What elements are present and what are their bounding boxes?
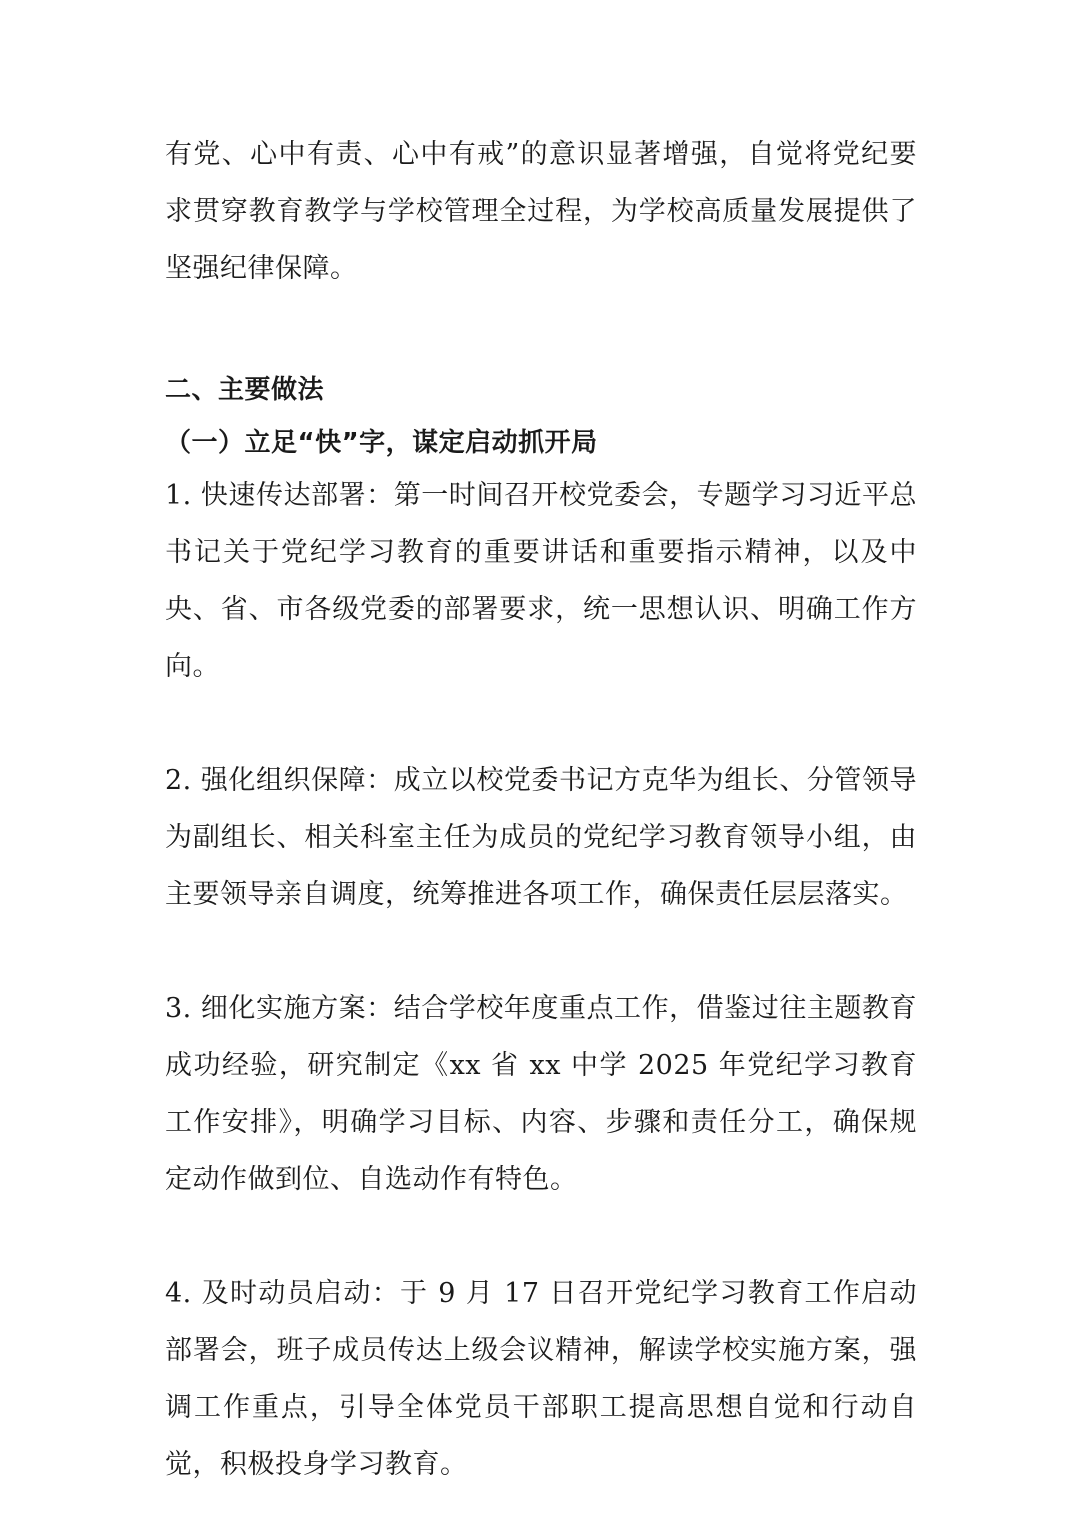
list-item-2: 2. 强化组织保障：成立以校党委书记方克华为组长、分管领导为副组长、相关科室主任为成员的党纪学习教育领导小组，由主要领导亲自调度，统筹推进各项工作，确保责任层层落实。 <box>165 765 917 910</box>
intro-paragraph: 有党、心中有责、心中有戒”的意识显著增强，自觉将党纪要求贯穿教育教学与学校管理全过程，为学校高质量发展提供了坚强纪律保障。 <box>165 139 917 284</box>
list-item-1: 1. 快速传达部署：第一时间召开校党委会，专题学习习近平总书记关于党纪学习教育的重要讲话和重要指示精神，以及中央、省、市各级党委的部署要求，统一思想认识、明确工作方向。 <box>165 480 917 682</box>
list-item-4: 4. 及时动员启动：于 9 月 17 日召开党纪学习教育工作启动部署会，班子成员传达上级会议精神，解读学校实施方案，强调工作重点，引导全体党员干部职工提高思想自觉和行动自觉，积极投身学习教育。 <box>165 1278 917 1480</box>
list-item-3: 3. 细化实施方案：结合学校年度重点工作，借鉴过往主题教育成功经验，研究制定《xx 省 xx 中学 2025 年党纪学习教育工作安排》，明确学习目标、内容、步骤和责任分工，确保规定动作做到位、自选动作有特色。 <box>165 993 917 1195</box>
subsection-heading: （一）立足“快”字，谋定启动抓开局 <box>165 428 598 458</box>
section-heading: 二、主要做法 <box>165 375 325 405</box>
document-page <box>165 126 917 1493</box>
